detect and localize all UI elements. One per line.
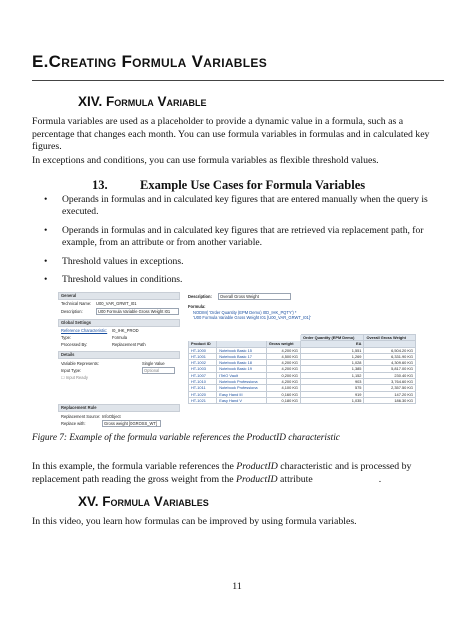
input-type-select[interactable]: Optional bbox=[142, 367, 175, 374]
cell-order-qty: 1,269 bbox=[300, 353, 364, 359]
text-run: . bbox=[378, 473, 382, 485]
list-item bbox=[32, 274, 444, 286]
cell-product-name: Easy Hand V bbox=[217, 397, 267, 403]
table-body bbox=[189, 347, 416, 404]
section-heading-xiv: XIV. Formula Variable bbox=[78, 94, 207, 109]
input-type-label: Input Type: bbox=[61, 368, 82, 373]
cell-product-id: HT-1011 bbox=[189, 385, 217, 391]
text-run-italic: ProductID bbox=[236, 473, 278, 485]
cell-order-qty: 1,152 bbox=[300, 372, 364, 378]
cell-product-id: HT-1021 bbox=[189, 397, 217, 403]
cell-product-name: Notebook Basic 17 bbox=[217, 353, 267, 359]
formula-label: Formula: bbox=[188, 304, 206, 309]
paragraph-intro: Formula variables are used as a placeholder to provide a dynamic value in a formula, such as a percentage that changes each month. You can use formula variables in formulas and in calculated key figures. bbox=[32, 116, 430, 152]
cell-product-name: ITelO Vault bbox=[217, 372, 267, 378]
table-header-product-id: Product ID bbox=[189, 341, 217, 347]
text-run-italic: ProductID bbox=[236, 461, 278, 472]
repl-with-input[interactable]: Gross weight [0GROSS_WT] bbox=[102, 420, 161, 427]
list-item-text: Threshold values in conditions. bbox=[62, 274, 183, 286]
table-header-overall-gw: Overall Gross Weight bbox=[364, 335, 416, 341]
description-label: Description: bbox=[61, 309, 83, 314]
section-heading-e: E.Creating Formula Variables bbox=[32, 52, 268, 71]
cell-order-qty: 1,028 bbox=[300, 360, 364, 366]
cell-overall-gw: 5,817.00 KG bbox=[364, 366, 416, 372]
paragraph-thresholds: In exceptions and conditions, you can use formula variables as flexible threshold values. bbox=[32, 155, 379, 166]
cell-overall-gw: 230.40 KG bbox=[364, 372, 416, 378]
cell-gross-weight: 0,200 KG bbox=[266, 372, 300, 378]
processed-by-value: Replacement Path bbox=[112, 342, 146, 347]
cell-product-name: Easy Hand III bbox=[217, 391, 267, 397]
input-ready-label: Input Ready bbox=[65, 375, 88, 380]
cell-overall-gw: 4,309.60 KG bbox=[364, 360, 416, 366]
cell-product-name: Notebook Professiona bbox=[217, 379, 267, 385]
cell-product-name: Notebook Basic 15 bbox=[217, 347, 267, 353]
cell-overall-gw: 186.30 KG bbox=[364, 397, 416, 403]
paragraph-example bbox=[32, 461, 444, 486]
cell-order-qty: 1,035 bbox=[300, 397, 364, 403]
table-row bbox=[189, 397, 416, 403]
bullet-icon: • bbox=[44, 194, 48, 205]
type-label: Type: bbox=[61, 335, 72, 340]
bullet-icon: • bbox=[44, 274, 48, 286]
subsection-number: 13. bbox=[92, 178, 108, 192]
use-case-list bbox=[32, 194, 444, 292]
cell-order-qty: 919 bbox=[300, 391, 364, 397]
text-run: characteristic and is processed by replacement path reading the gross weight from the bbox=[32, 461, 412, 485]
tech-name-value: U00_VAR_GRWT_I01 bbox=[96, 301, 137, 306]
tech-name-label: Technical Name: bbox=[61, 301, 92, 306]
cell-product-id: HT-1002 bbox=[189, 360, 217, 366]
cell-overall-gw: 147.20 KG bbox=[364, 391, 416, 397]
heading-divider bbox=[32, 80, 444, 81]
cell-order-qty: 1,385 bbox=[300, 366, 364, 372]
section-header-general: General bbox=[58, 292, 180, 300]
cell-overall-gw: 3,764.60 KG bbox=[364, 379, 416, 385]
var-represents-label: Variable Represents: bbox=[61, 361, 99, 366]
section-heading-xv: XV. Formula Variables bbox=[78, 494, 209, 509]
section-header-replacement-rule: Replacement Rule bbox=[58, 404, 180, 412]
bullet-icon: • bbox=[44, 255, 48, 267]
cell-product-id: HT-1001 bbox=[189, 353, 217, 359]
cell-product-name: Notebook Basic 19 bbox=[217, 366, 267, 372]
list-item-text: Operands in formulas and in calculated key figures that are retrieved via replacement path, for example, from an attribute or from another variable. bbox=[62, 224, 424, 249]
figure-caption: Figure 7: Example of the formula variable references the ProductID characteristic bbox=[32, 433, 340, 443]
formula-line-1: NODIM( 'Order Quantity (EPM Demo) I0D_IHK_PQTY') * bbox=[193, 310, 297, 315]
cell-order-qty: 903 bbox=[300, 379, 364, 385]
cell-order-qty: 1,551 bbox=[300, 347, 364, 353]
cell-gross-weight: 4,200 KG bbox=[266, 360, 300, 366]
repl-source-label: Replacement Source: bbox=[61, 414, 101, 419]
cell-gross-weight: 4,200 KG bbox=[266, 347, 300, 353]
formula-line-2: 'U00 Formula Variable Gross Weight I01 [U00_VAR_GRWT_I01]' bbox=[193, 315, 311, 320]
list-item bbox=[32, 194, 444, 219]
list-item bbox=[32, 225, 444, 250]
repl-with-label: Replace with: bbox=[61, 421, 86, 426]
paragraph-video: In this video, you learn how formulas can be improved by using formula variables. bbox=[32, 516, 357, 527]
cell-gross-weight: 0,160 KG bbox=[266, 391, 300, 397]
input-ready-checkbox[interactable]: ☐ Input Ready bbox=[61, 375, 88, 380]
var-represents-value: Single Value bbox=[142, 361, 165, 366]
table-header-unit: EA bbox=[300, 341, 364, 347]
cell-overall-gw: 6,504.20 KG bbox=[364, 347, 416, 353]
figure-formula-variable bbox=[58, 290, 416, 430]
section-header-global-settings: Global Settings bbox=[58, 319, 180, 327]
cell-gross-weight: 4,200 KG bbox=[266, 379, 300, 385]
cell-product-id: HT-1003 bbox=[189, 366, 217, 372]
ref-char-value: I0_IHK_PROD bbox=[112, 328, 139, 333]
cell-product-id: HT-1000 bbox=[189, 347, 217, 353]
page-number: 11 bbox=[232, 581, 242, 592]
repl-source-value: InfoObject bbox=[102, 414, 121, 419]
subsection-title: Example Use Cases for Formula Variables bbox=[140, 178, 366, 192]
text-run: In this example, the formula variable references the bbox=[32, 461, 237, 472]
table-header-order-qty: Order Quantity (EPM Demo) bbox=[300, 335, 364, 341]
cell-order-qty: 575 bbox=[300, 385, 364, 391]
cell-overall-gw: 2,357.50 KG bbox=[364, 385, 416, 391]
processed-by-label: Processed By: bbox=[61, 342, 88, 347]
table-header-gross-weight: Gross weight bbox=[266, 341, 300, 347]
result-table bbox=[188, 334, 416, 404]
cell-gross-weight: 4,100 KG bbox=[266, 385, 300, 391]
right-description-label: Description: bbox=[188, 294, 212, 299]
subsection-heading-13 bbox=[92, 178, 365, 193]
right-description-input[interactable]: Overall Gross Weight bbox=[218, 293, 291, 300]
cell-overall-gw: 6,331.90 KG bbox=[364, 353, 416, 359]
text-run: attribute bbox=[277, 473, 313, 485]
list-item-text: Operands in formulas and in calculated key figures that are entered manually when the query is executed. bbox=[62, 194, 428, 218]
list-item bbox=[32, 256, 444, 268]
description-input[interactable]: U00 Formula Variable Gross Weight I01 bbox=[96, 308, 179, 315]
section-header-details: Details bbox=[58, 351, 180, 359]
cell-product-name: Notebook Basic 18 bbox=[217, 360, 267, 366]
cell-product-id: HT-1007 bbox=[189, 372, 217, 378]
cell-gross-weight: 4,200 KG bbox=[266, 366, 300, 372]
ref-char-link[interactable]: Reference Characteristic: bbox=[61, 328, 108, 333]
list-item-text: Threshold values in exceptions. bbox=[62, 255, 184, 267]
cell-product-id: HT-1010 bbox=[189, 379, 217, 385]
bullet-icon: • bbox=[44, 224, 48, 236]
cell-gross-weight: 4,500 KG bbox=[266, 353, 300, 359]
cell-gross-weight: 0,180 KG bbox=[266, 397, 300, 403]
type-value: Formula bbox=[112, 335, 128, 340]
cell-product-name: Notebook Professiona bbox=[217, 385, 267, 391]
cell-product-id: HT-1020 bbox=[189, 391, 217, 397]
